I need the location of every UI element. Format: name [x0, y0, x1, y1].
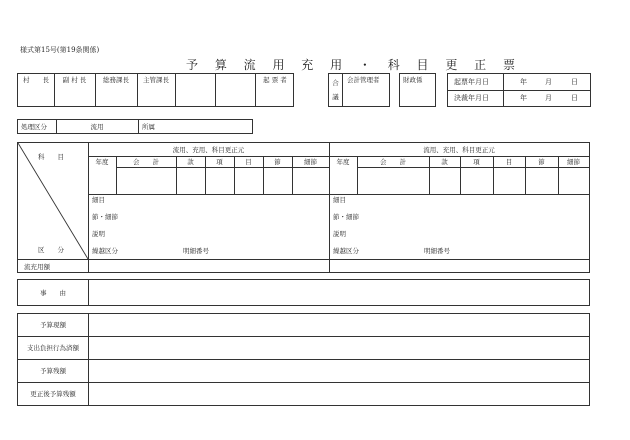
approval-cell-label: 起 票 者	[263, 76, 287, 84]
approval-cell-label: 総務課長	[103, 76, 129, 84]
jiyu-label: 事 由	[40, 289, 66, 297]
kessai-date-label: 決裁年月日	[454, 94, 489, 102]
zaisei-box	[399, 73, 436, 107]
zaisei-label: 財政係	[403, 76, 423, 84]
department-label: 所属	[142, 123, 155, 131]
processing-value: 流用	[90, 123, 104, 131]
budget-row-label: 支出負担行為済額	[27, 344, 79, 352]
jiyu-row	[17, 279, 590, 306]
day-label: 日	[571, 78, 578, 86]
detail-saimoku: 細目	[333, 196, 346, 204]
processing-row	[17, 119, 253, 134]
detail-setsu-saisetsu: 節・細節	[92, 213, 118, 221]
detail-setsu-saisetsu: 節・細節	[333, 213, 359, 221]
kurikoshi-label: 繰越区分	[333, 247, 359, 255]
approval-table	[17, 73, 294, 107]
dates-table	[447, 73, 591, 107]
col-nendo: 年度	[336, 158, 350, 166]
col-kan: 款	[441, 158, 448, 166]
col-moku: 目	[245, 158, 252, 166]
processing-label: 処理区分	[21, 123, 47, 131]
meisai-label: 明細番号	[183, 247, 209, 255]
kihyo-date-label: 起票年月日	[454, 78, 489, 86]
form-number: 様式第15号(第19条関係)	[20, 46, 100, 54]
col-saisetsu: 細節	[567, 158, 580, 166]
col-kaikei: 会 計	[380, 158, 406, 166]
col-kou: 項	[473, 158, 480, 166]
col-kou: 項	[216, 158, 223, 166]
amount-row-label: 流充用額	[24, 263, 50, 271]
month-label: 月	[545, 94, 552, 102]
kaikei-label: 会計管理者	[347, 76, 380, 84]
right-section-header: 流用、充用、科目更正元	[423, 146, 495, 154]
year-label: 年	[520, 94, 527, 102]
main-table	[17, 142, 590, 273]
kurikoshi-label: 繰越区分	[92, 247, 118, 255]
meisai-label: 明細番号	[424, 247, 450, 255]
detail-setsumei: 説明	[92, 230, 105, 238]
budget-row-label: 更正後予算残額	[30, 390, 76, 398]
approval-cell-label: 主管課長	[143, 76, 169, 84]
budget-row-label: 予算現額	[40, 321, 66, 329]
page-title: 予 算 流 用 充 用 ・ 科 目 更 正 票	[186, 58, 522, 72]
day-label: 日	[571, 94, 578, 102]
budget-rows	[17, 313, 590, 406]
approval-cell-label: 副 村 長	[62, 76, 87, 84]
col-kaikei: 会 計	[133, 158, 159, 166]
kubun-label: 区 分	[38, 246, 64, 254]
col-saisetsu: 細節	[304, 158, 317, 166]
col-nendo: 年度	[95, 158, 109, 166]
col-kan: 款	[187, 158, 194, 166]
col-setsu: 節	[274, 158, 281, 166]
gougi-label-top: 合	[332, 79, 339, 87]
gougi-box	[328, 73, 390, 107]
approval-cell-label: 村 長	[23, 76, 49, 84]
detail-setsumei: 説明	[333, 230, 346, 238]
month-label: 月	[545, 78, 552, 86]
year-label: 年	[520, 78, 527, 86]
left-section-header: 流用、充用、科目更正元	[172, 146, 245, 154]
gougi-label-bottom: 議	[332, 93, 339, 101]
kamoku-label: 科 目	[38, 153, 64, 161]
col-setsu: 節	[538, 158, 545, 166]
detail-saimoku: 細目	[92, 196, 105, 204]
budget-row-label: 予算残額	[40, 367, 66, 375]
col-moku: 目	[505, 158, 513, 166]
